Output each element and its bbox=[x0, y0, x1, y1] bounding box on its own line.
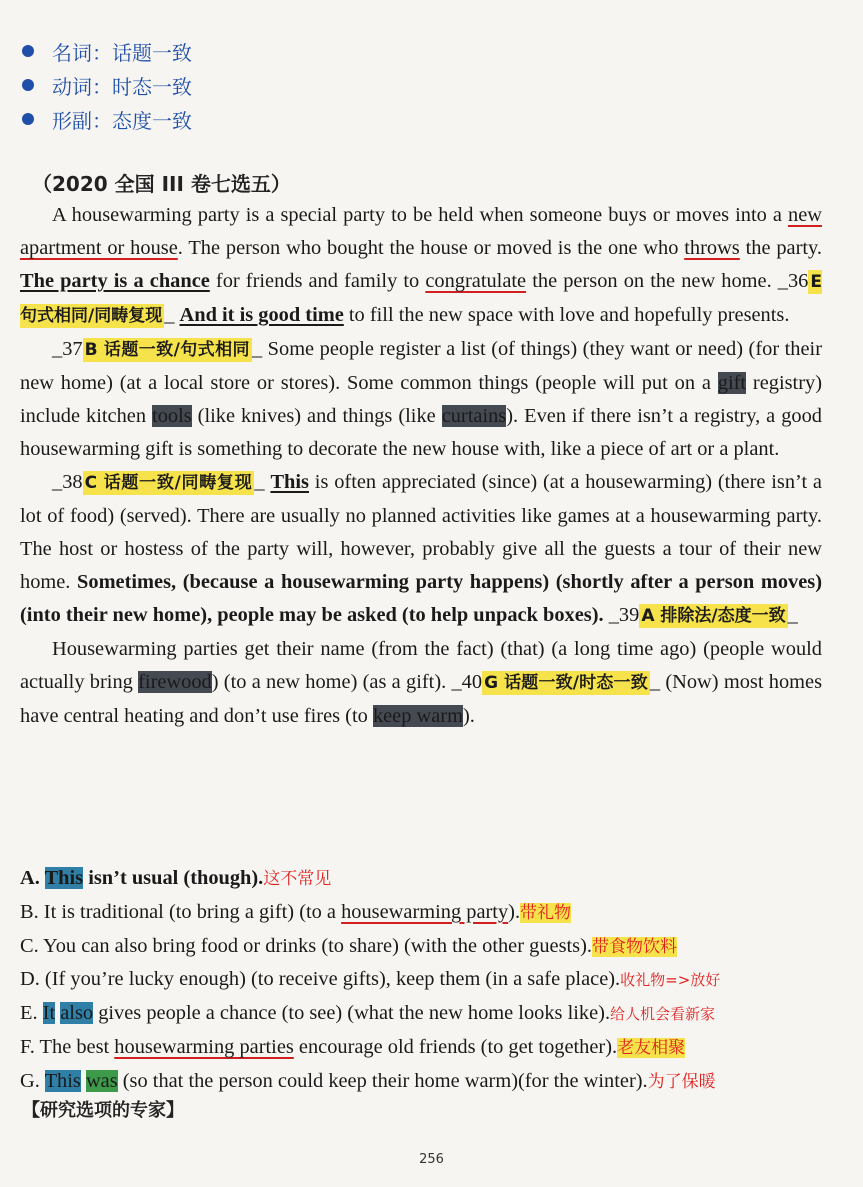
bullet-label: 名词：话题一致 bbox=[52, 40, 192, 65]
bullet-dot-icon bbox=[22, 45, 34, 57]
shaded-word: gift bbox=[717, 372, 747, 394]
page-number: 256 bbox=[419, 1152, 444, 1167]
text: _38 bbox=[52, 471, 83, 493]
option-text: isn’t usual (though). bbox=[83, 867, 264, 889]
section-title: 【研究选项的专家】 bbox=[22, 1100, 184, 1121]
shaded-word: tools bbox=[152, 405, 192, 427]
option-note: 带礼物 bbox=[520, 902, 572, 923]
option-text: (If you’re lucky enough) (to receive gifts), keep them (in a safe place). bbox=[44, 968, 621, 991]
option-c bbox=[20, 930, 830, 964]
shaded-word: curtains bbox=[441, 405, 507, 427]
bullet-item bbox=[22, 34, 192, 68]
answer-highlight-37: B 话题一致/句式相同 bbox=[84, 340, 250, 360]
option-note: 为了保暖 bbox=[647, 1071, 716, 1092]
option-text: It is traditional (to bring a gift) (to a bbox=[43, 900, 342, 923]
text: the party. bbox=[739, 237, 823, 259]
text: _ bbox=[254, 471, 271, 493]
bold-sentence: Sometimes, (because a housewarming party happens) (shortly after a person moves) (into their new home), people may be asked (to help unpack boxes). bbox=[20, 571, 823, 626]
text: for friends and family to bbox=[209, 270, 426, 292]
bold-underlined-phrase: The party is a chance bbox=[20, 270, 210, 292]
text: is often appreciated (since) (at a housewarming) (there isn’t a lot of food) (served). There are usually no planned activities like games at a housewarming party. The host or hostess of the party will, however, probably give all the guests a tour of their new home. bbox=[20, 471, 822, 593]
text: Housewarming parties get their name (from the fact) (that) (a long time ago) (people would actually bring bbox=[20, 638, 822, 693]
text: A housewarming party is a special party to be held when someone buys or moves into a bbox=[52, 204, 789, 226]
bold-underlined-phrase: This bbox=[270, 471, 309, 493]
bullet-item bbox=[22, 68, 192, 102]
bullet-item bbox=[22, 102, 192, 136]
shaded-word: It bbox=[42, 1002, 56, 1025]
underlined-phrase: housewarming parties bbox=[114, 1035, 294, 1058]
option-note: 这不常见 bbox=[263, 869, 332, 889]
answer-highlight-38: C 话题一致/同畴复现 bbox=[84, 473, 253, 493]
underlined-phrase: housewarming party bbox=[341, 900, 509, 923]
text: ). bbox=[462, 705, 475, 727]
option-text: encourage old friends (to get together). bbox=[293, 1035, 618, 1058]
option-letter: E. bbox=[20, 1002, 43, 1025]
text: _ Some people register a list (of things) (they want or need) (for their new home) (at a local store or stores). Some common things (people will put on a bbox=[20, 338, 822, 394]
paragraph-3 bbox=[20, 466, 822, 633]
paragraph-1 bbox=[20, 199, 822, 333]
option-letter: A. bbox=[20, 867, 45, 889]
option-letter: C. bbox=[20, 934, 44, 957]
option-b bbox=[20, 896, 830, 930]
option-text: (so that the person could keep their home warm)(for the winter). bbox=[117, 1069, 648, 1092]
underlined-phrase: congratulate bbox=[425, 270, 527, 292]
underlined-phrase: new apartment or house bbox=[20, 204, 822, 259]
option-letter: G. bbox=[20, 1069, 45, 1092]
text: _37 bbox=[52, 338, 83, 360]
bold-underlined-phrase: And it is good time bbox=[179, 304, 344, 326]
text: _ (Now) most homes have central heating and don’t use fires (to bbox=[20, 671, 822, 727]
paragraph-2 bbox=[20, 333, 822, 466]
text: _39 bbox=[603, 604, 640, 626]
text: ). Even if there isn’t a registry, a good housewarming gift is something to decorate the new house with, like a piece of art or a plant. bbox=[20, 405, 822, 460]
option-note: 收礼物=>放好 bbox=[620, 971, 721, 990]
source-heading: （2020 全国 III 卷七选五） bbox=[32, 172, 291, 196]
text: the person on the new home. _36 bbox=[526, 270, 809, 292]
shaded-word: This bbox=[44, 867, 84, 889]
option-f bbox=[20, 1031, 830, 1065]
text: _ bbox=[787, 604, 798, 626]
bullet-label: 形副：态度一致 bbox=[52, 108, 192, 133]
option-e bbox=[20, 997, 830, 1031]
option-a bbox=[20, 862, 830, 896]
text: _ bbox=[164, 304, 180, 326]
bullet-list bbox=[22, 34, 192, 136]
option-text: ). bbox=[508, 900, 521, 923]
underlined-phrase: throws bbox=[684, 237, 740, 259]
answer-highlight-36: E 句式相同/同畴复现 bbox=[20, 272, 822, 326]
option-text: gives people a chance (to see) (what the new home looks like). bbox=[93, 1002, 611, 1025]
passage bbox=[20, 199, 822, 733]
shaded-word: keep warm bbox=[372, 705, 463, 727]
option-g bbox=[20, 1065, 830, 1099]
bullet-dot-icon bbox=[22, 113, 34, 125]
option-text: The best bbox=[39, 1035, 115, 1058]
answer-highlight-39: A 排除法/态度一致 bbox=[641, 606, 786, 626]
option-letter: D. bbox=[20, 968, 45, 991]
shaded-word: was bbox=[85, 1069, 118, 1092]
option-letter: B. bbox=[20, 900, 44, 923]
text: registry) include kitchen bbox=[20, 372, 822, 427]
text: ) (to a new home) (as a gift). _40 bbox=[211, 671, 483, 693]
bullet-dot-icon bbox=[22, 79, 34, 91]
option-note: 老友相聚 bbox=[617, 1037, 686, 1058]
text: to fill the new space with love and hopefully presents. bbox=[343, 304, 790, 326]
option-letter: F. bbox=[20, 1035, 40, 1058]
shaded-word: firewood bbox=[138, 671, 212, 693]
option-note: 给人机会看新家 bbox=[610, 1005, 716, 1024]
option-note: 带食物饮料 bbox=[592, 936, 677, 957]
shaded-word: This bbox=[44, 1069, 81, 1092]
text: (like knives) and things (like bbox=[191, 405, 442, 427]
answer-highlight-40: G 话题一致/时态一致 bbox=[484, 673, 648, 693]
bullet-label: 动词：时态一致 bbox=[52, 74, 192, 99]
option-list bbox=[20, 862, 830, 1099]
shaded-word: also bbox=[60, 1002, 94, 1025]
option-text: You can also bring food or drinks (to share) (with the other guests). bbox=[43, 934, 592, 957]
text: . The person who bought the house or moved is the one who bbox=[177, 237, 685, 259]
option-d bbox=[20, 963, 830, 997]
paragraph-4 bbox=[20, 633, 822, 733]
